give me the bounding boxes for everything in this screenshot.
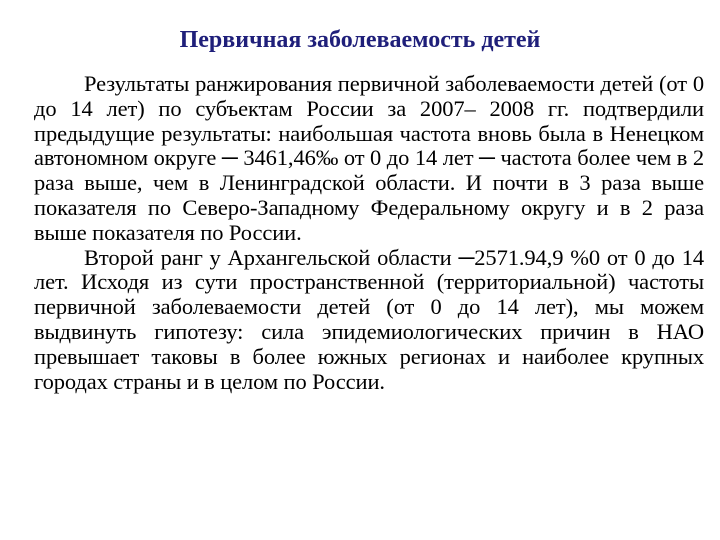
slide-title: Первичная заболеваемость детей bbox=[179, 27, 541, 53]
paragraph-ranking-results: Результаты ранжирования первичной заболеваемости детей (от 0 до 14 лет) по субъектам России за 2007– 2008 гг. подтвердили предыдущие результаты: наибольшая частота вновь была в Ненецком автономном округе ─ 3461,46‰ от 0 до 14 лет ─ частота более чем в 2 раза выше, чем в Ленинградской области. И почти в 3 раза выше показателя по Северо-Западному Федеральному округу и в 2 раза выше показателя по России. bbox=[34, 71, 704, 245]
paragraph-second-rank: Второй ранг у Архангельской области ─2571.94,9 %0 от 0 до 14 лет. Исходя из сути пространственной (территориальной) частоты первичной заболеваемости детей (от 0 до 14 лет), мы можем выдвинуть гипотезу: сила эпидемиологических причин в НАО превышает таковы в более южных регионах и наиболее крупных городах страны и в целом по России. bbox=[34, 244, 704, 394]
slide-body bbox=[34, 72, 704, 394]
